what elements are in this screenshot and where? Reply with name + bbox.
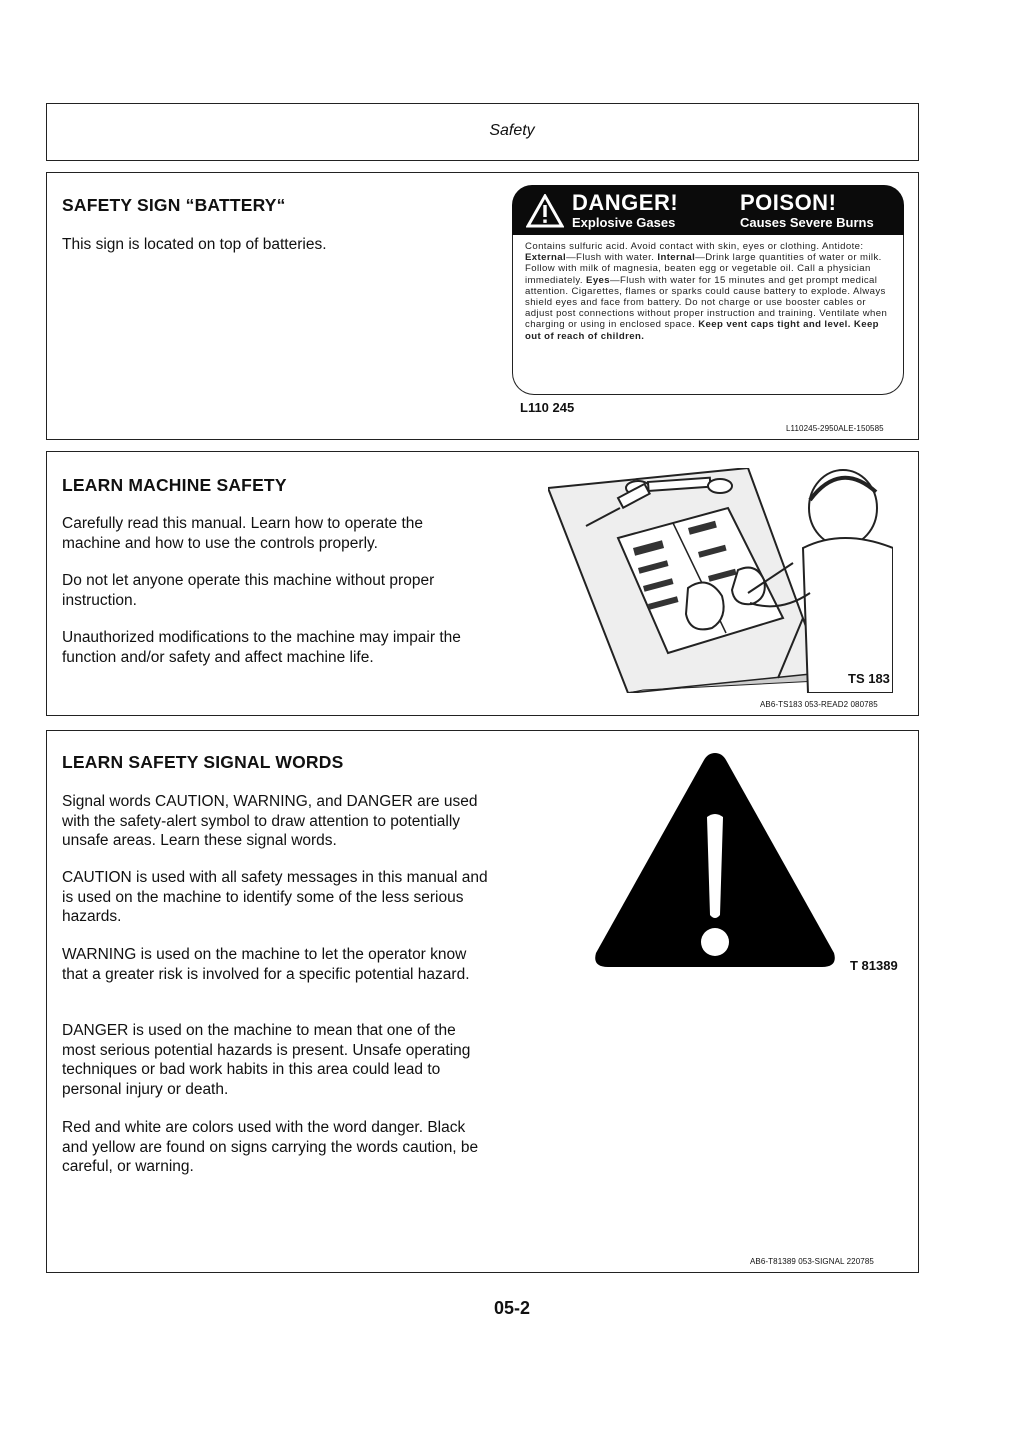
reading-manual-illustration xyxy=(548,468,893,693)
decal-danger-word: DANGER! xyxy=(572,190,679,215)
section-battery-heading: SAFETY SIGN “BATTERY“ xyxy=(62,195,286,215)
signal-ref-code: AB6-T81389 053-SIGNAL 220785 xyxy=(750,1257,874,1266)
section-battery-text: This sign is located on top of batteries. xyxy=(62,236,327,253)
battery-figure-label: L110 245 xyxy=(520,400,575,415)
decal-eyes-text: —Flush with water for 15 minutes and get prompt medical attention. Cigarettes, flames or sparks could cause battery to explode. Always shield eyes and face from battery. Do not charge or use booster cables or adjust post connections without proper instruction and training. Ventilate when charging or using in enclosed space. xyxy=(525,274,888,331)
warning-triangle-icon xyxy=(526,194,564,228)
safety-alert-symbol-icon xyxy=(590,745,840,975)
signal-para-5: Red and white are colors used with the word danger. Black and yellow are found on signs carrying the words caution, be careful, or warning. xyxy=(62,1119,479,1175)
decal-eyes-label: Eyes xyxy=(586,274,611,286)
page-header-title: Safety xyxy=(489,122,535,139)
section-signal-heading: LEARN SAFETY SIGNAL WORDS xyxy=(62,752,344,772)
decal-poison-word: POISON! xyxy=(740,190,837,215)
machine-ref-code: AB6-TS183 053-READ2 080785 xyxy=(760,700,878,709)
decal-external-label: External xyxy=(525,252,567,264)
decal-body-lead: Contains sulfuric acid. Avoid contact with skin, eyes or clothing. Antidote: xyxy=(525,241,864,252)
machine-para-3: Unauthorized modifications to the machine may impair the function and/or safety and affect machine life. xyxy=(62,629,461,666)
decal-bold-end: Keep vent caps tight and level. Keep out of reach of children. xyxy=(525,319,879,342)
page-number: 05-2 xyxy=(493,1298,531,1318)
signal-para-4: DANGER is used on the machine to mean that one of the most serious potential hazards is present. Unsafe operating techniques or bad work habits in this area could lead to personal injury or death. xyxy=(62,1022,471,1098)
machine-para-2: Do not let anyone operate this machine without proper instruction. xyxy=(62,572,435,609)
decal-internal-text: —Drink large quantities of water or milk. Follow with milk of magnesia, beaten egg or vegetable oil. Call a physician immediately. xyxy=(525,252,882,286)
machine-para-1: Carefully read this manual. Learn how to operate the machine and how to use the controls properly. xyxy=(62,515,424,552)
decal-internal-label: Internal xyxy=(657,252,696,264)
decal-header xyxy=(512,185,904,235)
decal-body-text xyxy=(512,235,904,395)
battery-ref-code: L110245-2950ALE-150585 xyxy=(786,424,884,433)
signal-para-2: CAUTION is used with all safety messages in this manual and is used on the machine to identify some of the less serious hazards. xyxy=(62,869,488,925)
section-machine-heading: LEARN MACHINE SAFETY xyxy=(62,475,287,495)
signal-para-3: WARNING is used on the machine to let the operator know that a greater risk is involved for a specific potential hazard. xyxy=(62,946,470,983)
decal-explosive-gases: Explosive Gases xyxy=(572,215,676,230)
signal-para-1: Signal words CAUTION, WARNING, and DANGER are used with the safety-alert symbol to draw attention to potentially unsafe areas. Learn these signal words. xyxy=(62,793,478,849)
decal-severe-burns: Causes Severe Burns xyxy=(740,215,874,230)
signal-figure-label: T 81389 xyxy=(850,958,898,973)
machine-figure-label: TS 183 xyxy=(848,671,890,686)
decal-external-text: —Flush with water. xyxy=(566,252,658,264)
danger-poison-decal xyxy=(512,185,912,400)
